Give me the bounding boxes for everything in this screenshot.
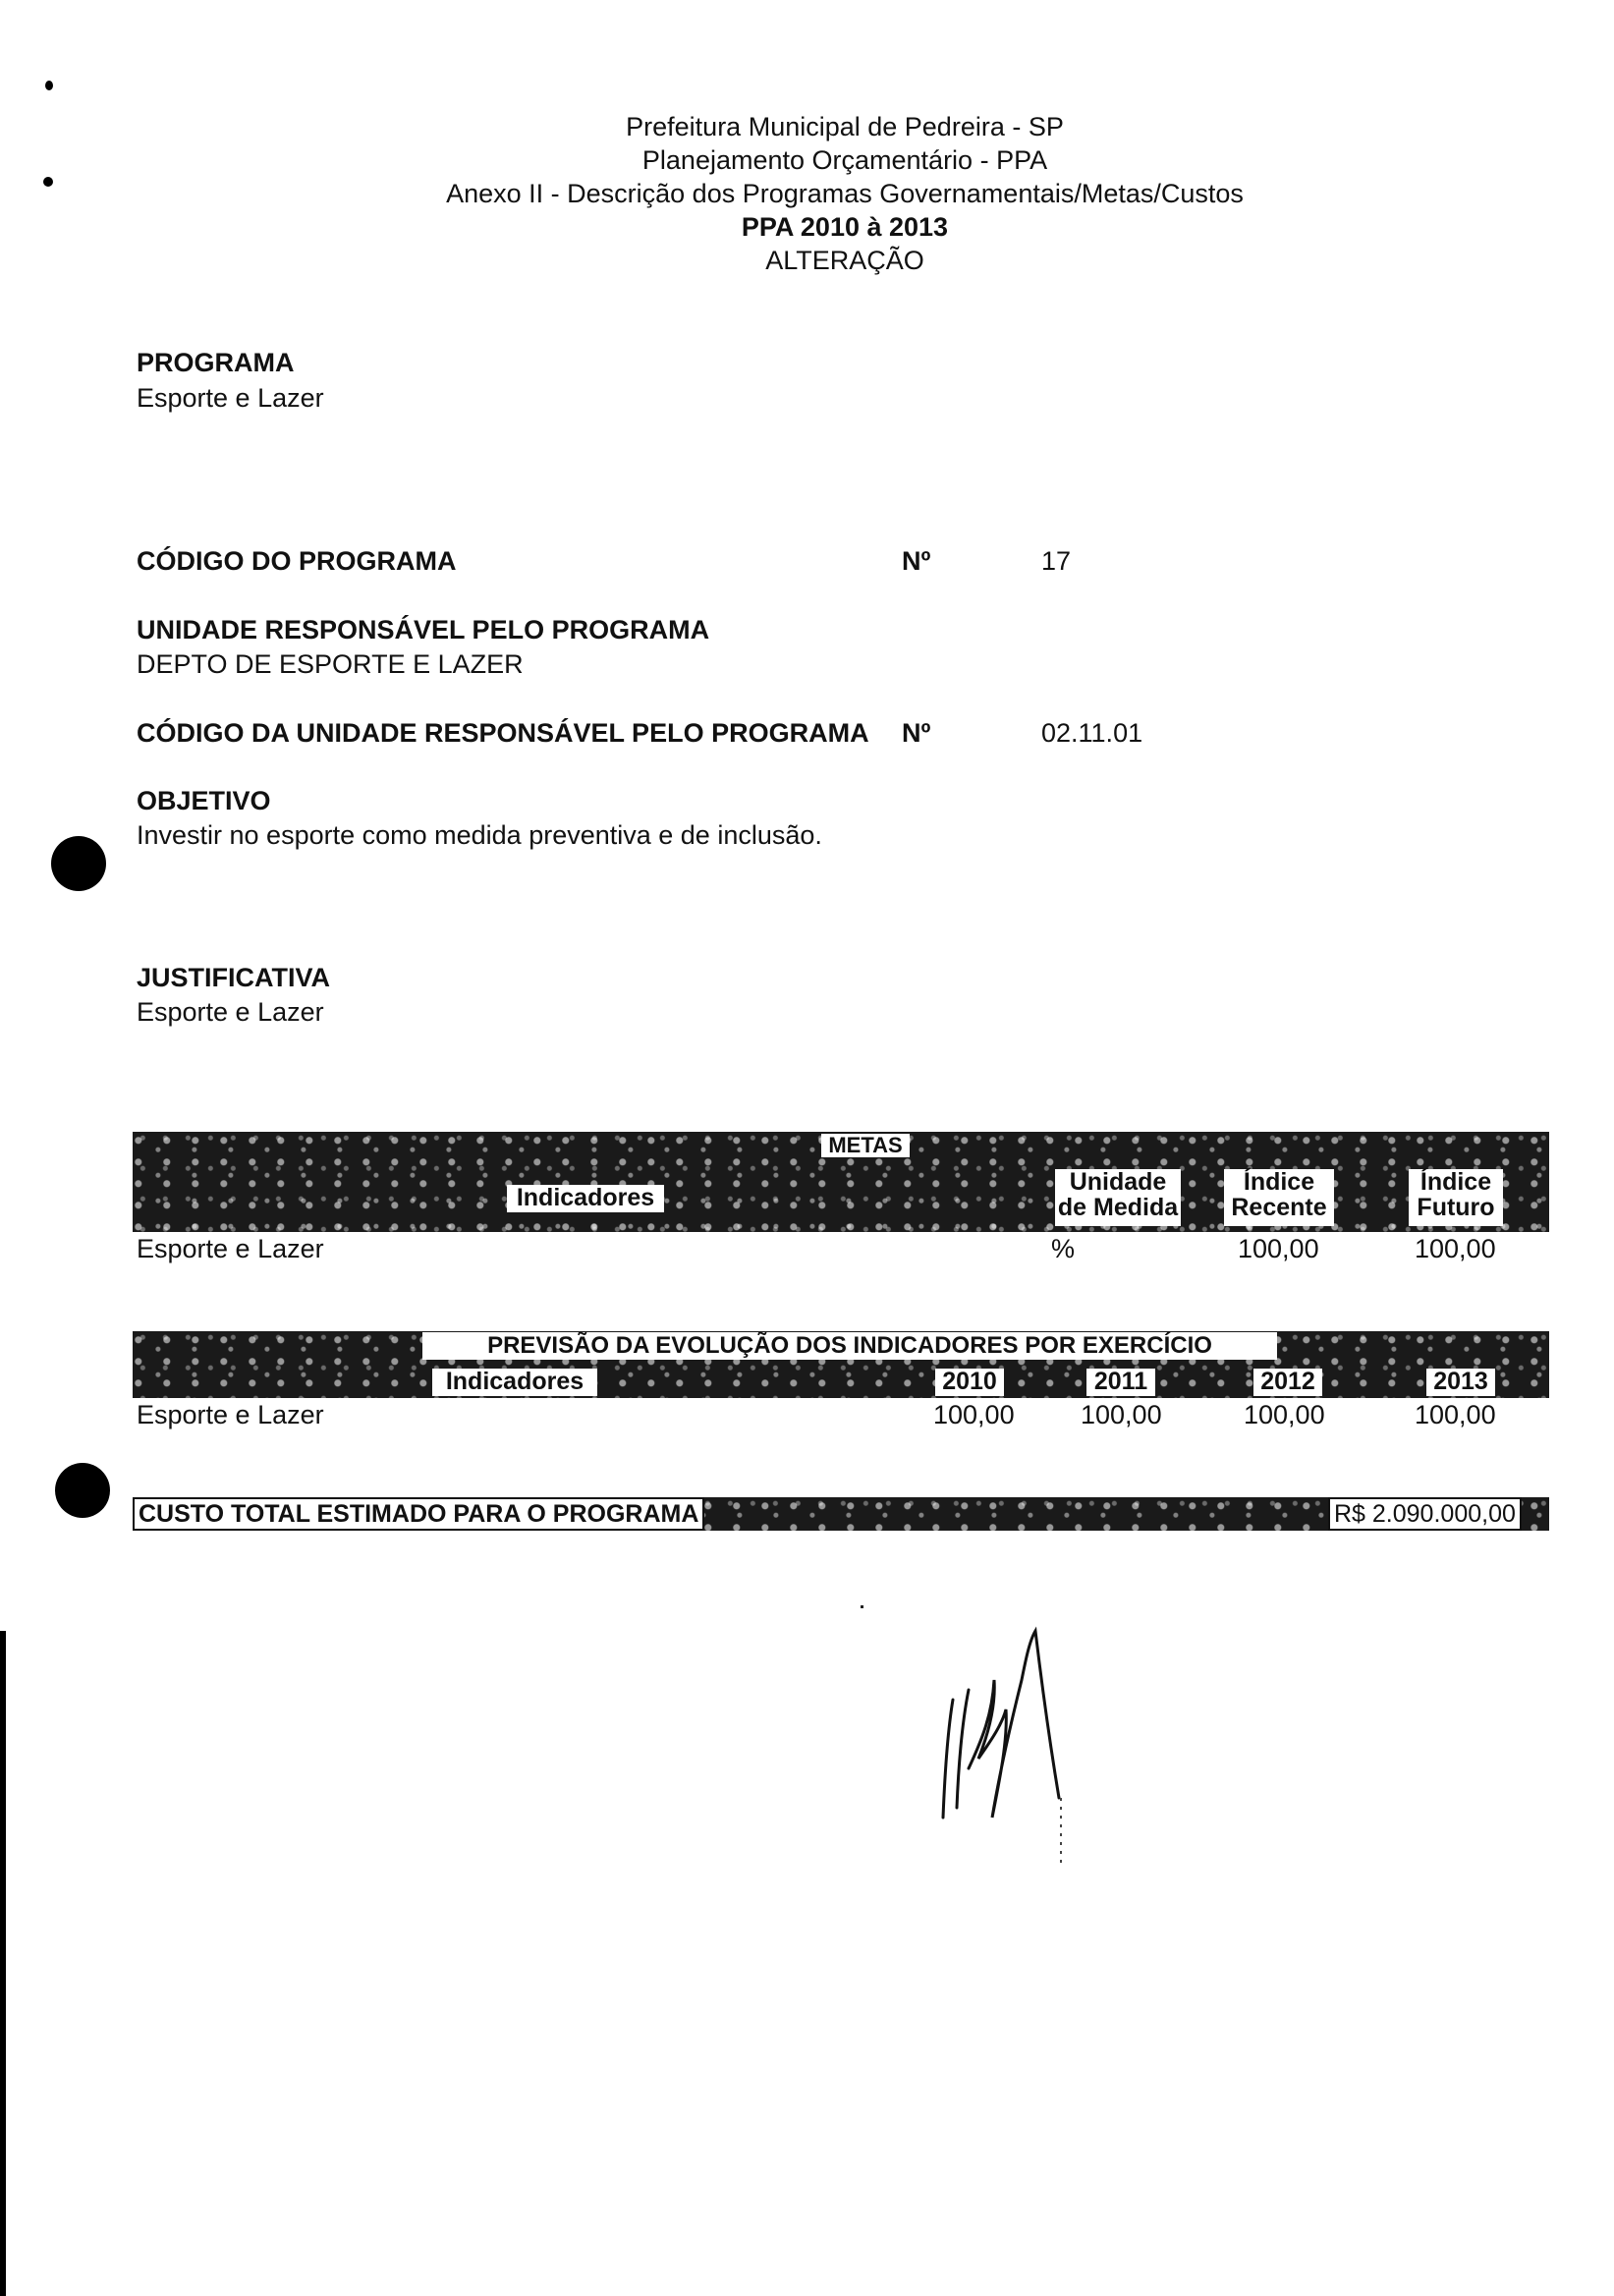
codigo-unidade-value: 02.11.01 [1041, 718, 1143, 748]
previsao-row-2013: 100,00 [1415, 1400, 1496, 1429]
header-period: PPA 2010 à 2013 [741, 212, 949, 242]
metas-header-indicadores: Indicadores [507, 1185, 664, 1212]
metas-header-futuro-line2: Futuro [1417, 1194, 1495, 1221]
programa-label: PROGRAMA [137, 348, 295, 377]
metas-row-indicador: Esporte e Lazer [137, 1234, 324, 1263]
header-planning: Planejamento Orçamentário - PPA [641, 145, 1048, 175]
codigo-programa-label: CÓDIGO DO PROGRAMA [137, 546, 457, 576]
codigo-programa-no: Nº [902, 546, 931, 576]
objetivo-value: Investir no esporte como medida preventiva e de inclusão. [137, 820, 822, 850]
previsao-row-2011: 100,00 [1081, 1400, 1162, 1429]
previsao-header-2011: 2011 [1086, 1369, 1155, 1396]
metas-header-recente-line2: Recente [1231, 1194, 1327, 1221]
codigo-unidade-no: Nº [902, 718, 931, 748]
previsao-row-indicador: Esporte e Lazer [137, 1400, 324, 1429]
header-alteration: ALTERAÇÃO [765, 246, 924, 275]
justificativa-label: JUSTIFICATIVA [137, 963, 331, 992]
unidade-value: DEPTO DE ESPORTE E LAZER [137, 649, 524, 679]
custo-value: R$ 2.090.000,00 [1328, 1497, 1522, 1531]
punch-hole-mark [55, 1463, 110, 1518]
codigo-programa-value: 17 [1041, 546, 1072, 576]
scan-mark [45, 81, 53, 90]
scan-edge-line [0, 1631, 6, 2296]
metas-header-unidade [1055, 1169, 1181, 1226]
header-annex: Anexo II - Descrição dos Programas Governamentais/Metas/Custos [446, 179, 1244, 208]
scan-dot [861, 1605, 863, 1608]
header-municipality: Prefeitura Municipal de Pedreira - SP [626, 112, 1064, 141]
previsao-header-2012: 2012 [1253, 1369, 1322, 1396]
metas-row-unidade: % [1051, 1234, 1076, 1263]
previsao-row-2012: 100,00 [1244, 1400, 1325, 1429]
metas-header-recente [1224, 1169, 1334, 1226]
previsao-title: PREVISÃO DA EVOLUÇÃO DOS INDICADORES POR EXERCÍCIO [422, 1332, 1277, 1360]
metas-row-recente: 100,00 [1238, 1234, 1319, 1263]
unidade-label: UNIDADE RESPONSÁVEL PELO PROGRAMA [137, 615, 710, 644]
previsao-header-2010: 2010 [935, 1369, 1004, 1396]
metas-header-futuro-line1: Índice [1419, 1168, 1492, 1196]
codigo-unidade-label: CÓDIGO DA UNIDADE RESPONSÁVEL PELO PROGRAMA [137, 718, 869, 748]
previsao-row-2010: 100,00 [933, 1400, 1015, 1429]
previsao-header-indicadores: Indicadores [432, 1369, 597, 1396]
previsao-header-2013: 2013 [1426, 1369, 1495, 1396]
justificativa-value: Esporte e Lazer [137, 997, 324, 1027]
metas-title: METAS [821, 1134, 910, 1157]
punch-hole-mark [51, 836, 106, 891]
programa-value: Esporte e Lazer [137, 383, 324, 413]
document-header [0, 110, 1614, 277]
objetivo-label: OBJETIVO [137, 786, 271, 815]
metas-header-recente-line1: Índice [1243, 1168, 1315, 1196]
metas-header-futuro [1409, 1169, 1503, 1226]
custo-label: CUSTO TOTAL ESTIMADO PARA O PROGRAMA [133, 1497, 704, 1531]
metas-header-unidade-line1: Unidade [1069, 1168, 1167, 1196]
signature-mark [923, 1621, 1100, 1876]
metas-header-unidade-line2: de Medida [1057, 1194, 1179, 1221]
metas-row-futuro: 100,00 [1415, 1234, 1496, 1263]
